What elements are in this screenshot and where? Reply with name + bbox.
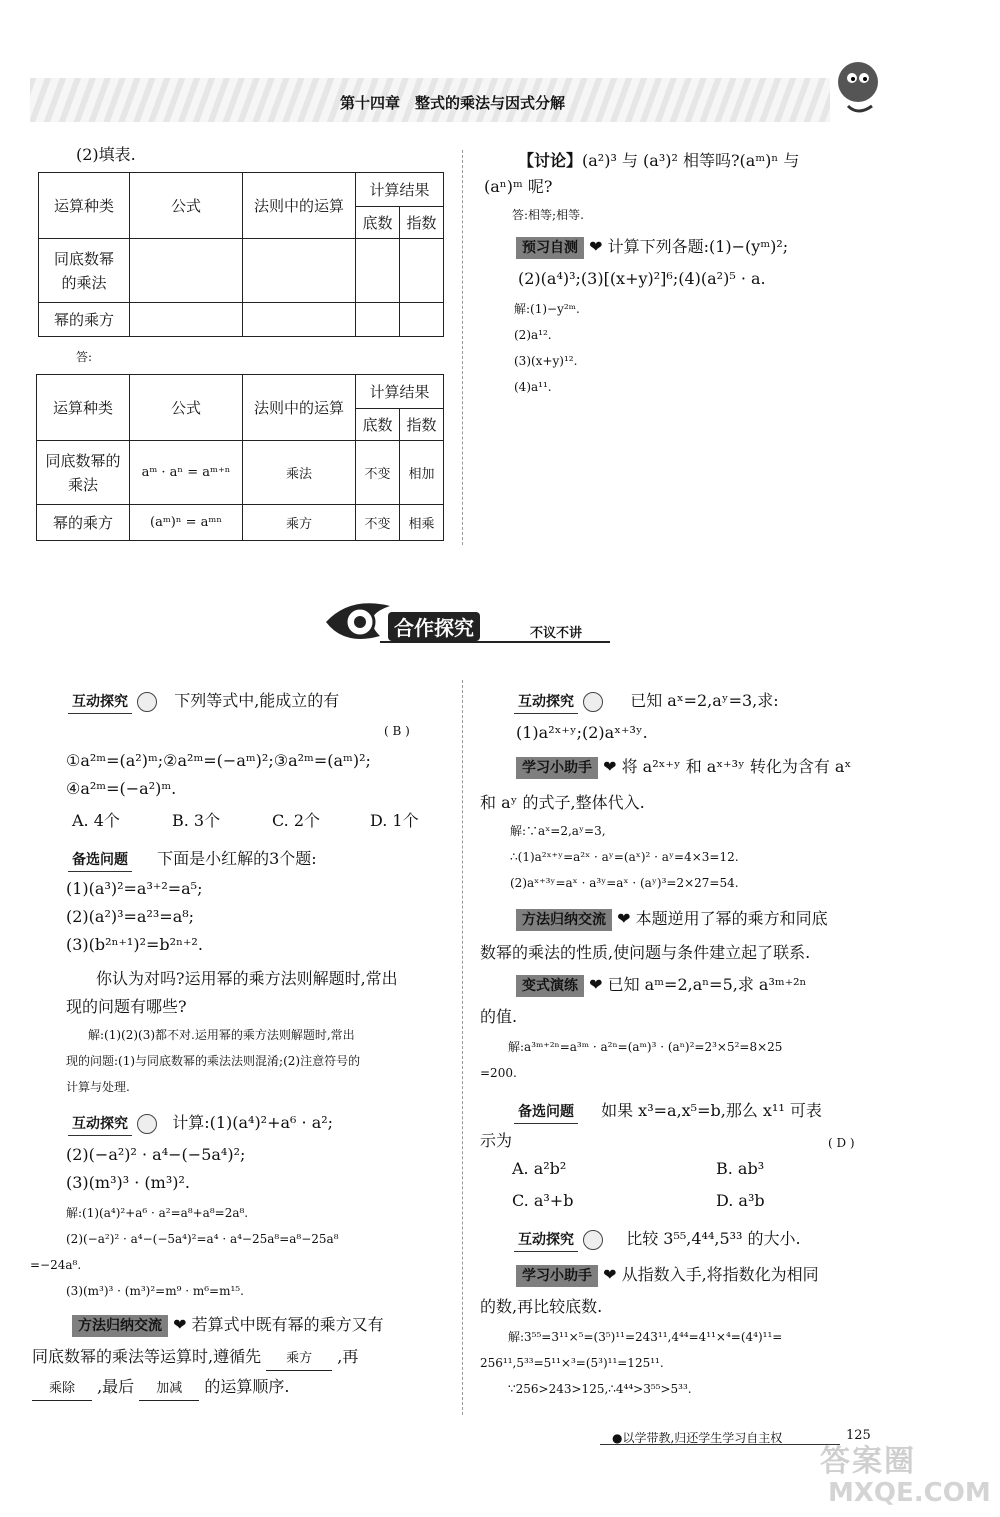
backup-question-2a: 你认为对吗?运用幂的乘方法则解题时,常出 (96, 969, 398, 988)
backup-item-2: (2)(a²)³=a²³=a⁸; (66, 907, 195, 926)
cell-empty (356, 239, 400, 303)
backup-solution-2: 现的问题:(1)与同底数幂的乘法法则混淆;(2)注意符号的 (66, 1054, 361, 1068)
mascot-icon (830, 56, 890, 116)
explore-4-solution-2: 256¹¹,5³³=5¹¹×³=(5³)¹¹=125¹¹. (480, 1356, 664, 1370)
th-exp: 指数 (400, 207, 444, 239)
option2-d: D. a³b (716, 1191, 765, 1210)
explore-3-solution-3: (2)aˣ⁺³ʸ=aˣ · a³ʸ=aˣ · (aʸ)³=2×27=54. (510, 876, 739, 890)
method2-text-1: 本题逆用了幂的乘方和同底 (635, 909, 828, 928)
cell-empty (130, 239, 243, 303)
backup2-text-2: 示为 (480, 1131, 513, 1150)
preview-q1: 计算下列各题:(1)−(yᵐ)²; (607, 237, 789, 256)
chapter-title: 第十四章 整式的乘法与因式分解 (340, 94, 566, 112)
helper2-tag: 学习小助手 (516, 1265, 598, 1287)
variant-solution-1: 解:a³ᵐ⁺²ⁿ=a³ᵐ · a²ⁿ=(aᵐ)³ · (aⁿ)²=2³×5²=8×25 (508, 1040, 783, 1054)
option-d: D. 1个 (370, 811, 419, 830)
ans-exp-1: 相加 (400, 441, 444, 505)
helper2-text-2: 的数,再比较底数. (480, 1297, 603, 1316)
helper-text-2: 和 aʸ 的式子,整体代入. (480, 793, 645, 812)
explore-2-tag: 互动探究 (68, 1113, 132, 1136)
explore-4-tag: 互动探究 (514, 1229, 578, 1252)
preview-tag: 预习自测 (516, 237, 584, 259)
explore-2-solution-1: 解:(1)(a⁴)²+a⁶ · a²=a⁸+a⁸=2a⁸. (66, 1206, 249, 1220)
variant-text-2: 的值. (480, 1007, 518, 1026)
option2-b: B. ab³ (716, 1159, 765, 1178)
column-divider-bottom (462, 680, 463, 1415)
preview-sol-2: (2)a¹². (514, 328, 552, 342)
cell-empty (130, 303, 243, 337)
backup-item-3: (3)(b²ⁿ⁺¹)²=b²ⁿ⁺². (66, 935, 203, 954)
backup-question: 下面是小红解的3个题: (157, 849, 317, 868)
explore-4-question: 比较 3⁵⁵,4⁴⁴,5³³ 的大小. (626, 1229, 801, 1248)
method2-text-2: 数幂的乘法的性质,使问题与条件建立起了联系. (480, 943, 811, 962)
explore-3-solution-1: 解:∵aˣ=2,aʸ=3, (510, 824, 606, 838)
explore-4-solution-1: 解:3⁵⁵=3¹¹×⁵=(3⁵)¹¹=243¹¹,4⁴⁴=4¹¹×⁴=(4⁴)¹¹= (508, 1330, 783, 1344)
backup2-tag: 备选问题 (514, 1101, 578, 1124)
ans-type-1: 同底数幂的乘法 (37, 441, 130, 505)
method-line-1 (72, 1314, 384, 1337)
fill-blank-2: 乘除 (32, 1378, 92, 1401)
number-circle-icon (137, 692, 157, 712)
variant-text-1: 已知 aᵐ=2,aⁿ=5,求 a³ᵐ⁺²ⁿ (607, 975, 807, 994)
ans-base-2: 不变 (356, 505, 400, 541)
cell-empty (356, 303, 400, 337)
heart-icon: ❤ (603, 757, 617, 776)
th-exp: 指数 (400, 409, 444, 441)
number-circle-icon (137, 1114, 157, 1134)
heart-icon: ❤ (173, 1315, 187, 1334)
backup-item-1: (1)(a³)²=a³⁺²=a⁵; (66, 879, 203, 898)
method2-tag: 方法归纳交流 (516, 909, 612, 931)
preview-line-1 (516, 236, 788, 259)
helper-line-1 (516, 756, 851, 779)
fill-blank-3: 加减 (139, 1378, 199, 1401)
backup-solution-3: 计算与处理. (66, 1080, 130, 1094)
ans-exp-2: 相乘 (400, 505, 444, 541)
ans-formula-1: aᵐ · aⁿ = aᵐ⁺ⁿ (130, 441, 243, 505)
th-base: 底数 (356, 207, 400, 239)
helper2-line-1 (516, 1264, 819, 1287)
ans-type-2: 幂的乘方 (37, 505, 130, 541)
method-text-3b: 的运算顺序. (204, 1377, 290, 1396)
ans-base-1: 不变 (356, 441, 400, 505)
preview-sol-4: (4)a¹¹. (514, 380, 552, 394)
watermark-logo: 答案圈 (820, 1444, 916, 1479)
preview-sol-3: (3)(x+y)¹². (514, 354, 578, 368)
variant-solution-2: =200. (480, 1066, 517, 1080)
explore-2-question: 计算:(1)(a⁴)²+a⁶ · a²; (172, 1113, 334, 1132)
explore-4-solution-3: ∵256>243>125,∴4⁴⁴>3⁵⁵>5³³. (508, 1382, 692, 1396)
variant-line-1 (516, 974, 806, 997)
backup-solution-1: 解:(1)(2)(3)都不对.运用幂的乘方法则解题时,常出 (88, 1028, 355, 1042)
method-text-3a: ,最后 (97, 1377, 135, 1396)
ans-op-1: 乘法 (243, 441, 356, 505)
preview-q2: (2)(a⁴)³;(3)[(x+y)²]⁶;(4)(a²)⁵ · a. (518, 269, 766, 288)
explore-1-question: 下列等式中,能成立的有 (174, 691, 340, 710)
option-b: B. 3个 (172, 811, 221, 830)
helper-text-1: 将 a²ˣ⁺ʸ 和 aˣ⁺³ʸ 转化为含有 aˣ (621, 757, 852, 776)
th-type: 运算种类 (37, 375, 130, 441)
th-base: 底数 (356, 409, 400, 441)
explore-1-tag: 互动探究 (68, 691, 132, 714)
explore-2-solution-2: (2)(−a²)² · a⁴−(−5a⁴)²=a⁴ · a⁴−25a⁸=a⁸−25a⁸ (66, 1232, 339, 1246)
banner-title: 合作探究 (388, 612, 480, 641)
backup2-text-1: 如果 x³=a,x⁵=b,那么 x¹¹ 可表 (601, 1101, 822, 1120)
backup-tag: 备选问题 (68, 849, 132, 872)
option2-a: A. a²b² (512, 1159, 567, 1178)
th-op: 法则中的运算 (243, 173, 356, 239)
explore-3-tag: 互动探究 (514, 691, 578, 714)
explore-3-solution-2: ∴(1)a²ˣ⁺ʸ=a²ˣ · aʸ=(aˣ)² · aʸ=4×3=12. (510, 850, 739, 864)
banner-subtitle: 不议不讲 (530, 626, 583, 641)
explore-4-line (514, 1228, 801, 1252)
method-text-1: 若算式中既有幂的乘方又有 (191, 1315, 384, 1334)
th-type: 运算种类 (39, 173, 130, 239)
ans-op-2: 乘方 (243, 505, 356, 541)
option-a: A. 4个 (72, 811, 120, 830)
explore-3-line (514, 690, 779, 714)
backup-line (68, 848, 317, 872)
discuss-q1: (a²)³ 与 (a³)² 相等吗?(aᵐ)ⁿ 与 (582, 151, 800, 170)
row-type-1: 同底数幂的乘法 (39, 239, 130, 303)
method-line-2 (32, 1346, 358, 1371)
th-op: 法则中的运算 (243, 375, 356, 441)
explore-1-answer: ( B ) (384, 724, 410, 738)
th-result: 计算结果 (356, 375, 444, 409)
fill-table-blank (38, 172, 444, 337)
option2-c: C. a³+b (512, 1191, 574, 1210)
backup2-line (514, 1100, 822, 1124)
method-text-2b: ,再 (337, 1347, 359, 1366)
cell-empty (243, 303, 356, 337)
method-text-2a: 同底数幂的乘法等运算时,遵循先 (32, 1347, 262, 1366)
heart-icon: ❤ (589, 975, 603, 994)
explore-1-stmt-2: ④a²ᵐ=(−a²)ᵐ. (66, 779, 177, 798)
cell-empty (400, 239, 444, 303)
number-circle-icon (583, 692, 603, 712)
discuss-line-1 (518, 150, 799, 172)
cell-empty (400, 303, 444, 337)
explore-1-line (68, 690, 339, 714)
page-number: 125 (846, 1428, 871, 1443)
heart-icon: ❤ (603, 1265, 617, 1284)
explore-3-parts: (1)a²ˣ⁺ʸ;(2)aˣ⁺³ʸ. (516, 723, 648, 742)
column-divider-top (462, 150, 463, 545)
discuss-tag: 【讨论】 (518, 151, 583, 170)
cell-empty (243, 239, 356, 303)
th-result: 计算结果 (356, 173, 444, 207)
helper2-text-1: 从指数入手,将指数化为相同 (621, 1265, 819, 1284)
footer-slogan: ●以学带教,归还学生学习自主权 (612, 1431, 783, 1445)
discuss-answer: 答:相等;相等. (512, 208, 584, 222)
option-c: C. 2个 (272, 811, 321, 830)
watermark-url: MXQE.COM (828, 1478, 991, 1508)
explore-2-item-3: (3)(m³)³ · (m³)². (66, 1173, 190, 1192)
explore-2-solution-3: =−24a⁸. (30, 1258, 82, 1272)
answer-label: 答: (76, 350, 93, 364)
ans-formula-2: (aᵐ)ⁿ = aᵐⁿ (130, 505, 243, 541)
explore-2-item-2: (2)(−a²)² · a⁴−(−5a⁴)²; (66, 1145, 246, 1164)
fill-blank-1: 乘方 (266, 1348, 332, 1371)
row-type-2: 幂的乘方 (39, 303, 130, 337)
th-formula: 公式 (130, 173, 243, 239)
explore-2-solution-4: (3)(m³)³ · (m³)²=m⁹ · m⁶=m¹⁵. (66, 1284, 244, 1298)
method-tag: 方法归纳交流 (72, 1315, 168, 1337)
fill-table-answer (36, 374, 444, 541)
preview-sol-1: 解:(1)−y²ᵐ. (514, 302, 580, 316)
method-line-3 (32, 1376, 289, 1401)
helper-tag: 学习小助手 (516, 757, 598, 779)
backup2-answer: ( D ) (828, 1136, 855, 1150)
variant-tag: 变式演练 (516, 975, 584, 997)
th-formula: 公式 (130, 375, 243, 441)
number-circle-icon (583, 1230, 603, 1250)
method2-line-1 (516, 908, 828, 931)
discuss-q2: (aⁿ)ᵐ 呢? (484, 177, 553, 196)
question-2-label: (2)填表. (76, 145, 136, 164)
heart-icon: ❤ (589, 237, 603, 256)
backup-question-2b: 现的问题有哪些? (66, 997, 187, 1016)
explore-3-question: 已知 aˣ=2,aʸ=3,求: (630, 691, 779, 710)
heart-icon: ❤ (617, 909, 631, 928)
explore-2-line (68, 1112, 333, 1136)
explore-1-stmt-1: ①a²ᵐ=(a²)ᵐ;②a²ᵐ=(−aᵐ)²;③a²ᵐ=(aᵐ)²; (66, 751, 371, 770)
